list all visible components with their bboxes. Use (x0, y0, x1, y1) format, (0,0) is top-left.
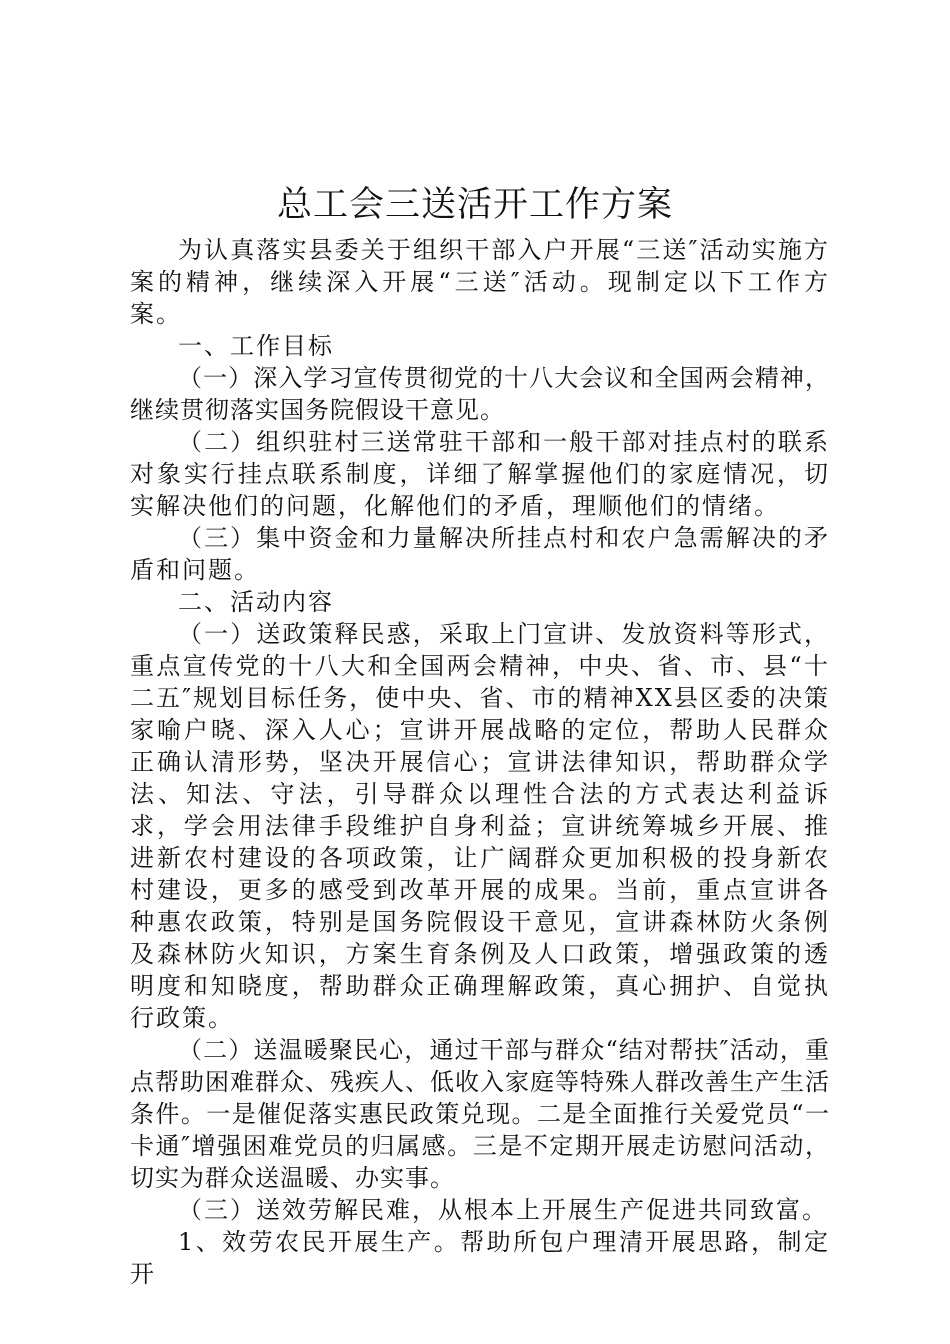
activity-paragraph-2: （二）送温暖聚民心，通过干部与群众“结对帮扶″活动，重点帮助困难群众、残疾人、低收入家庭等特殊人群改善生产生活条件。一是催促落实惠民政策兑现。二是全面推行关爱党员“一卡通″增强困难党员的归属感。三是不定期开展走访慰问活动，切实为群众送温暖、办实事。 (130, 1036, 830, 1192)
goal-paragraph-2: （二）组织驻村三送常驻干部和一般干部对挂点村的联系对象实行挂点联系制度，详细了解掌握他们的家庭情况，切实解决他们的问题，化解他们的矛盾，理顺他们的情绪。 (130, 428, 830, 520)
intro-paragraph: 为认真落实县委关于组织干部入户开展“三送″活动实施方案的精神，继续深入开展“三送″活动。现制定以下工作方案。 (130, 236, 830, 328)
section-heading-goals: 一、工作目标 (178, 332, 334, 360)
activity-item-1: 1、效劳农民开展生产。帮助所包户理清开展思路，制定开 (130, 1228, 830, 1288)
document-title: 总工会三送活开工作方案 (276, 185, 673, 225)
section-heading-activities: 二、活动内容 (178, 588, 334, 616)
goal-paragraph-1: （一）深入学习宣传贯彻党的十八大会议和全国两会精神，继续贯彻落实国务院假设干意见。 (130, 364, 830, 424)
goal-paragraph-3: （三）集中资金和力量解决所挂点村和农户急需解决的矛盾和问题。 (130, 524, 830, 584)
activity-paragraph-1: （一）送政策释民惑，采取上门宣讲、发放资料等形式，重点宣传党的十八大和全国两会精神，中央、省、市、县“十二五″规划目标任务，使中央、省、市的精神XX县区委的决策家喻户晓、深入人心；宣讲开展战略的定位，帮助人民群众正确认清形势，坚决开展信心；宣讲法律知识，帮助群众学法、知法、守法，引导群众以理性合法的方式表达利益诉求，学会用法律手段维护自身利益；宣讲统筹城乡开展、推进新农村建设的各项政策，让广阔群众更加积极的投身新农村建设，更多的感受到改革开展的成果。当前，重点宣讲各种惠农政策，特别是国务院假设干意见，宣讲森林防火条例及森林防火知识，方案生育条例及人口政策，增强政策的透明度和知晓度，帮助群众正确理解政策，真心拥护、自觉执行政策。 (130, 620, 830, 1032)
document-body (130, 234, 830, 1290)
activity-paragraph-3: （三）送效劳解民难，从根本上开展生产促进共同致富。 (178, 1196, 828, 1224)
